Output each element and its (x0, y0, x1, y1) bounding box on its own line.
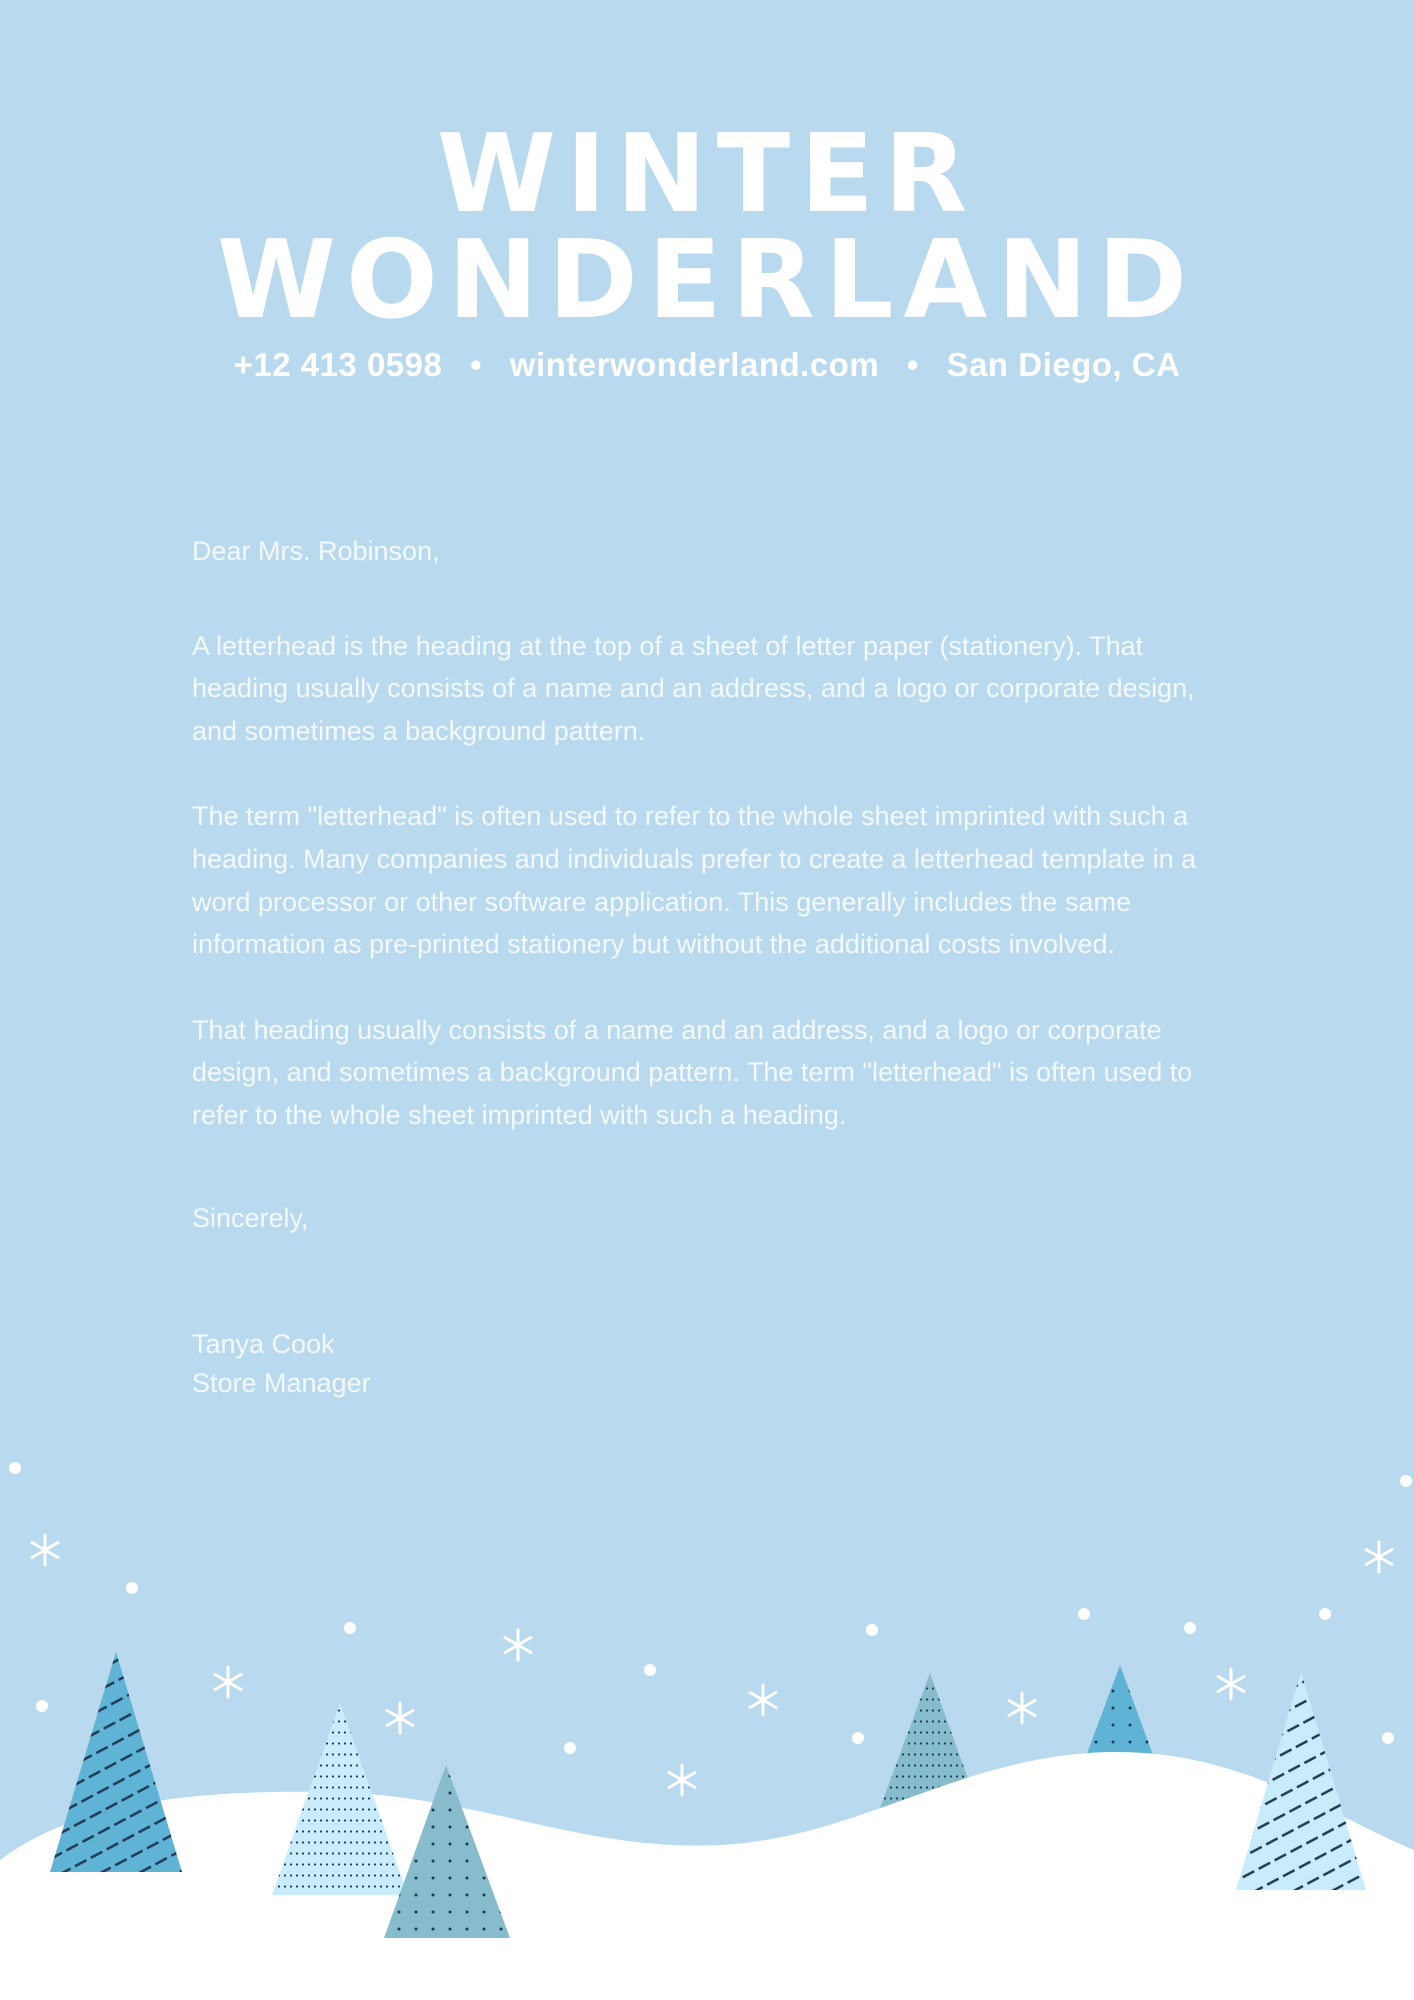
snowflake-icon (387, 1703, 413, 1733)
snowflake-icon (505, 1630, 531, 1660)
company-name-line-1: WINTER (436, 112, 978, 237)
snowball-icon (36, 1700, 48, 1712)
snowball-icon (644, 1664, 656, 1676)
company-name-line-2: WONDERLAND (216, 218, 1198, 343)
signer-title: Store Manager (192, 1368, 371, 1399)
separator-dot: • (906, 346, 919, 383)
letter-greeting: Dear Mrs. Robinson, (192, 536, 440, 566)
separator-dot: • (470, 346, 483, 383)
website-link[interactable]: winterwonderland.com (509, 346, 880, 383)
snowball-icon (866, 1624, 878, 1636)
snowflake-icon (1218, 1669, 1244, 1699)
snowdrift-shape (0, 1752, 1414, 2000)
letterhead-header (0, 112, 1414, 384)
phone-number: +12 413 0598 (233, 346, 443, 383)
letter-paragraph: A letterhead is the heading at the top of a sheet of letter paper (stationery). That heading usually consists of a name and an address, and a logo or corporate design, and sometimes a background pattern. (192, 630, 1195, 746)
snowball-group (9, 1462, 1412, 1754)
location: San Diego, CA (946, 346, 1181, 383)
letter-closing: Sincerely, (192, 1202, 309, 1233)
snowball-icon (126, 1582, 138, 1594)
snowflake-icon (215, 1667, 241, 1697)
signer-name: Tanya Cook (192, 1329, 335, 1360)
snowball-icon (9, 1462, 21, 1474)
snowflake-group (32, 1535, 1392, 1795)
snowflake-icon (32, 1535, 58, 1565)
snowball-icon (1319, 1608, 1331, 1620)
snowflake-icon (750, 1685, 776, 1715)
letter-body (192, 530, 1232, 1403)
pine-tree-icon (50, 1652, 182, 1872)
snowflake-icon (1009, 1693, 1035, 1723)
snowflake-icon (669, 1765, 695, 1795)
snowball-icon (344, 1622, 356, 1634)
letter-paragraph: The term "letterhead" is often used to refer to the whole sheet imprinted with such a heading. Many companies and individuals prefer to create a letterhead template in a word processor or other software application. This generally includes the same information as pre-printed stationery but without the additional costs involved. (192, 801, 1197, 960)
contact-info (0, 346, 1414, 384)
snowball-icon (1078, 1608, 1090, 1620)
letter-paragraph: That heading usually consists of a name and an address, and a logo or corporate design, and sometimes a background pattern. The term "letterhead" is often used to refer to the whole sheet imprinted with such a heading. (192, 1014, 1193, 1130)
snowflake-icon (1366, 1542, 1392, 1572)
snowball-icon (1184, 1622, 1196, 1634)
snowball-icon (852, 1732, 864, 1744)
snowball-icon (1400, 1475, 1412, 1487)
snowball-icon (1382, 1732, 1394, 1744)
snowball-icon (564, 1742, 576, 1754)
